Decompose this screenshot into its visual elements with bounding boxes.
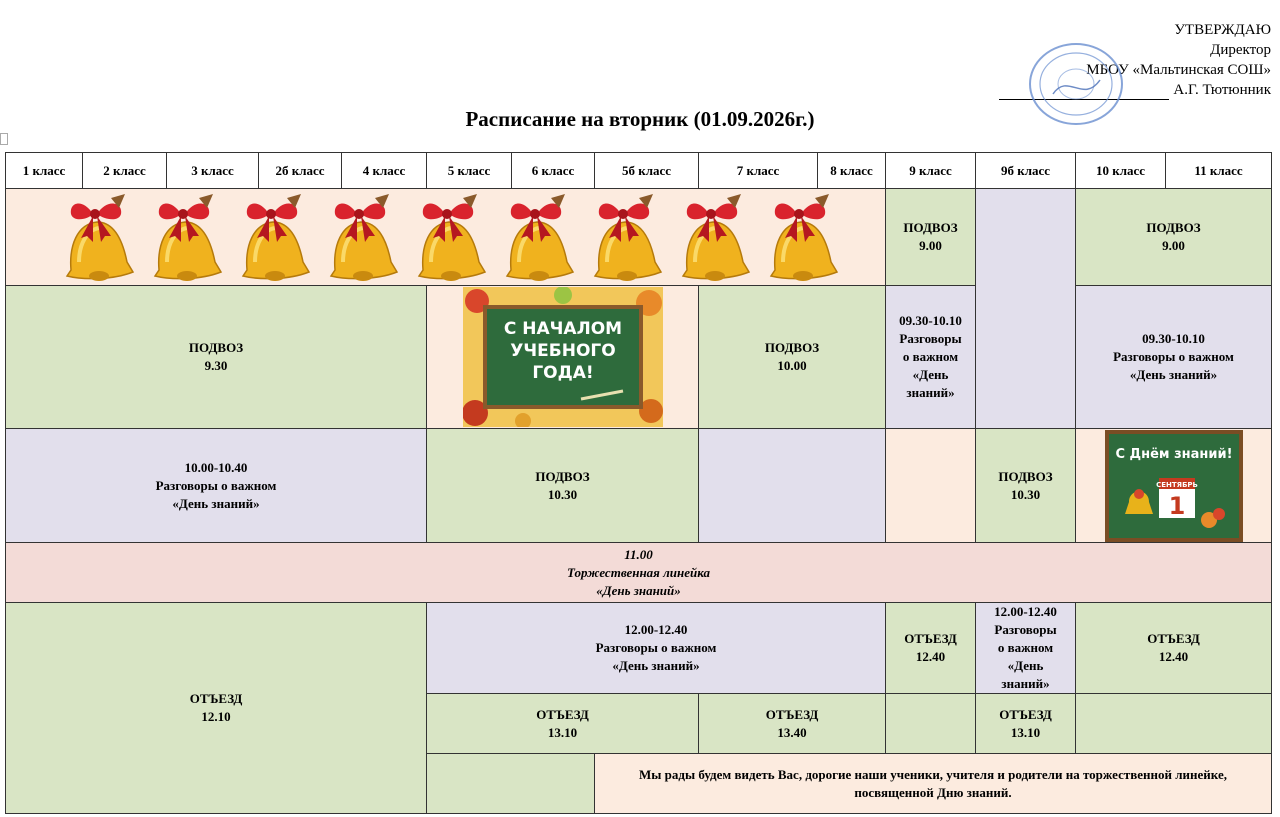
cell-greeting-card [427, 286, 699, 429]
cell-grades1-4-lesson: 10.00-10.40 Разговоры о важном «День знаний» [6, 429, 427, 543]
cell-ceremony: 11.00 Торжественная линейка «День знаний» [6, 543, 1272, 603]
bells-strip [6, 189, 885, 285]
knowledge-day-card-image [1105, 430, 1243, 542]
cell-grade10-11-transport: ПОДВОЗ 9.00 [1076, 189, 1272, 286]
card2-month: СЕНТЯБРЬ [1155, 480, 1198, 489]
row-2 [6, 286, 1272, 429]
row-5 [6, 603, 1272, 694]
school-bell-icon [405, 192, 487, 282]
bells-banner [6, 189, 886, 286]
col-header: 9б класс [976, 153, 1076, 189]
cell-grade9-lesson: 09.30-10.10 Разговоры о важном «День знаний» [886, 286, 976, 429]
col-header: 5б класс [595, 153, 699, 189]
col-header: 7 класс [699, 153, 818, 189]
card2-day: 1 [1168, 491, 1185, 520]
cell-grades5-6-transport: ПОДВОЗ 10.30 [427, 429, 699, 543]
cell-grades5-6-blank [427, 754, 595, 814]
cell-grade9-empty-2 [886, 694, 976, 754]
col-header: 4 класс [342, 153, 427, 189]
schedule-table [5, 152, 1272, 814]
cell-grades1-4-transport: ПОДВОЗ 9.30 [6, 286, 427, 429]
table-anchor-marker [0, 133, 8, 145]
col-header: 6 класс [512, 153, 595, 189]
cell-grades10-11-empty [1076, 694, 1272, 754]
page-title: Расписание на вторник (01.09.2026г.) [465, 107, 815, 131]
col-header: 3 класс [167, 153, 259, 189]
col-header: 9 класс [886, 153, 976, 189]
cell-grades10-11-departure: ОТЪЕЗД 12.40 [1076, 603, 1272, 694]
cell-grade9b-lesson: 12.00-12.40 Разговоры о важном «День знаний» [976, 603, 1076, 694]
first-day-card-image [463, 287, 663, 427]
school-bell-icon [229, 192, 311, 282]
cell-grade9-transport: ПОДВОЗ 9.00 [886, 189, 976, 286]
cell-welcome-message: Мы рады будем видеть Вас, дорогие наши ученики, учителя и родители на торжественной линейке, посвященной Дню знаний. [595, 754, 1272, 814]
cell-knowledge-day-card [1076, 429, 1272, 543]
row-3 [6, 429, 1272, 543]
school-bell-icon [53, 192, 135, 282]
cell-grade9-departure: ОТЪЕЗД 12.40 [886, 603, 976, 694]
col-header: 1 класс [6, 153, 83, 189]
col-header: 2б класс [259, 153, 342, 189]
cell-grades1-4-departure: ОТЪЕЗД 12.10 [6, 603, 427, 814]
school-bell-icon [669, 192, 751, 282]
col-header: 10 класс [1076, 153, 1166, 189]
school-bell-icon [493, 192, 575, 282]
cell-grades5-6-departure: ОТЪЕЗД 13.10 [427, 694, 699, 754]
col-header: 11 класс [1166, 153, 1272, 189]
cell-grades7-8-departure: ОТЪЕЗД 13.40 [699, 694, 886, 754]
row-bells [6, 189, 1272, 286]
col-header: 5 класс [427, 153, 512, 189]
cell-grade9b-transport: ПОДВОЗ 10.30 [976, 429, 1076, 543]
cell-grade9b-departure: ОТЪЕЗД 13.10 [976, 694, 1076, 754]
approval-position: Директор [1210, 42, 1271, 58]
row-ceremony [6, 543, 1272, 603]
cell-grades10-11-lesson: 09.30-10.10 Разговоры о важном «День знаний» [1076, 286, 1272, 429]
cell-grade9b-empty [976, 189, 1076, 429]
card-line-2: УЧЕБНОГО [509, 341, 616, 361]
header-row [6, 153, 1272, 189]
col-header: 2 класс [83, 153, 167, 189]
cell-grade9-empty [886, 429, 976, 543]
approval-school: МБОУ «Мальтинская СОШ» [1086, 62, 1271, 78]
cell-grades7-8-transport: ПОДВОЗ 10.00 [699, 286, 886, 429]
approval-heading: УТВЕРЖДАЮ [1174, 22, 1271, 38]
col-header: 8 класс [818, 153, 886, 189]
card-line-3: ГОДА! [531, 363, 594, 383]
card-line-1: С НАЧАЛОМ [503, 319, 622, 339]
school-bell-icon [757, 192, 839, 282]
card2-caption: С Днём знаний! [1114, 446, 1233, 462]
school-bell-icon [317, 192, 399, 282]
cell-grades5-8-lesson: 12.00-12.40 Разговоры о важном «День знаний» [427, 603, 886, 694]
cell-grades7-8-empty [699, 429, 886, 543]
signer-name: А.Г. Тютюнник [1173, 82, 1271, 98]
school-bell-icon [581, 192, 663, 282]
school-bell-icon [141, 192, 223, 282]
